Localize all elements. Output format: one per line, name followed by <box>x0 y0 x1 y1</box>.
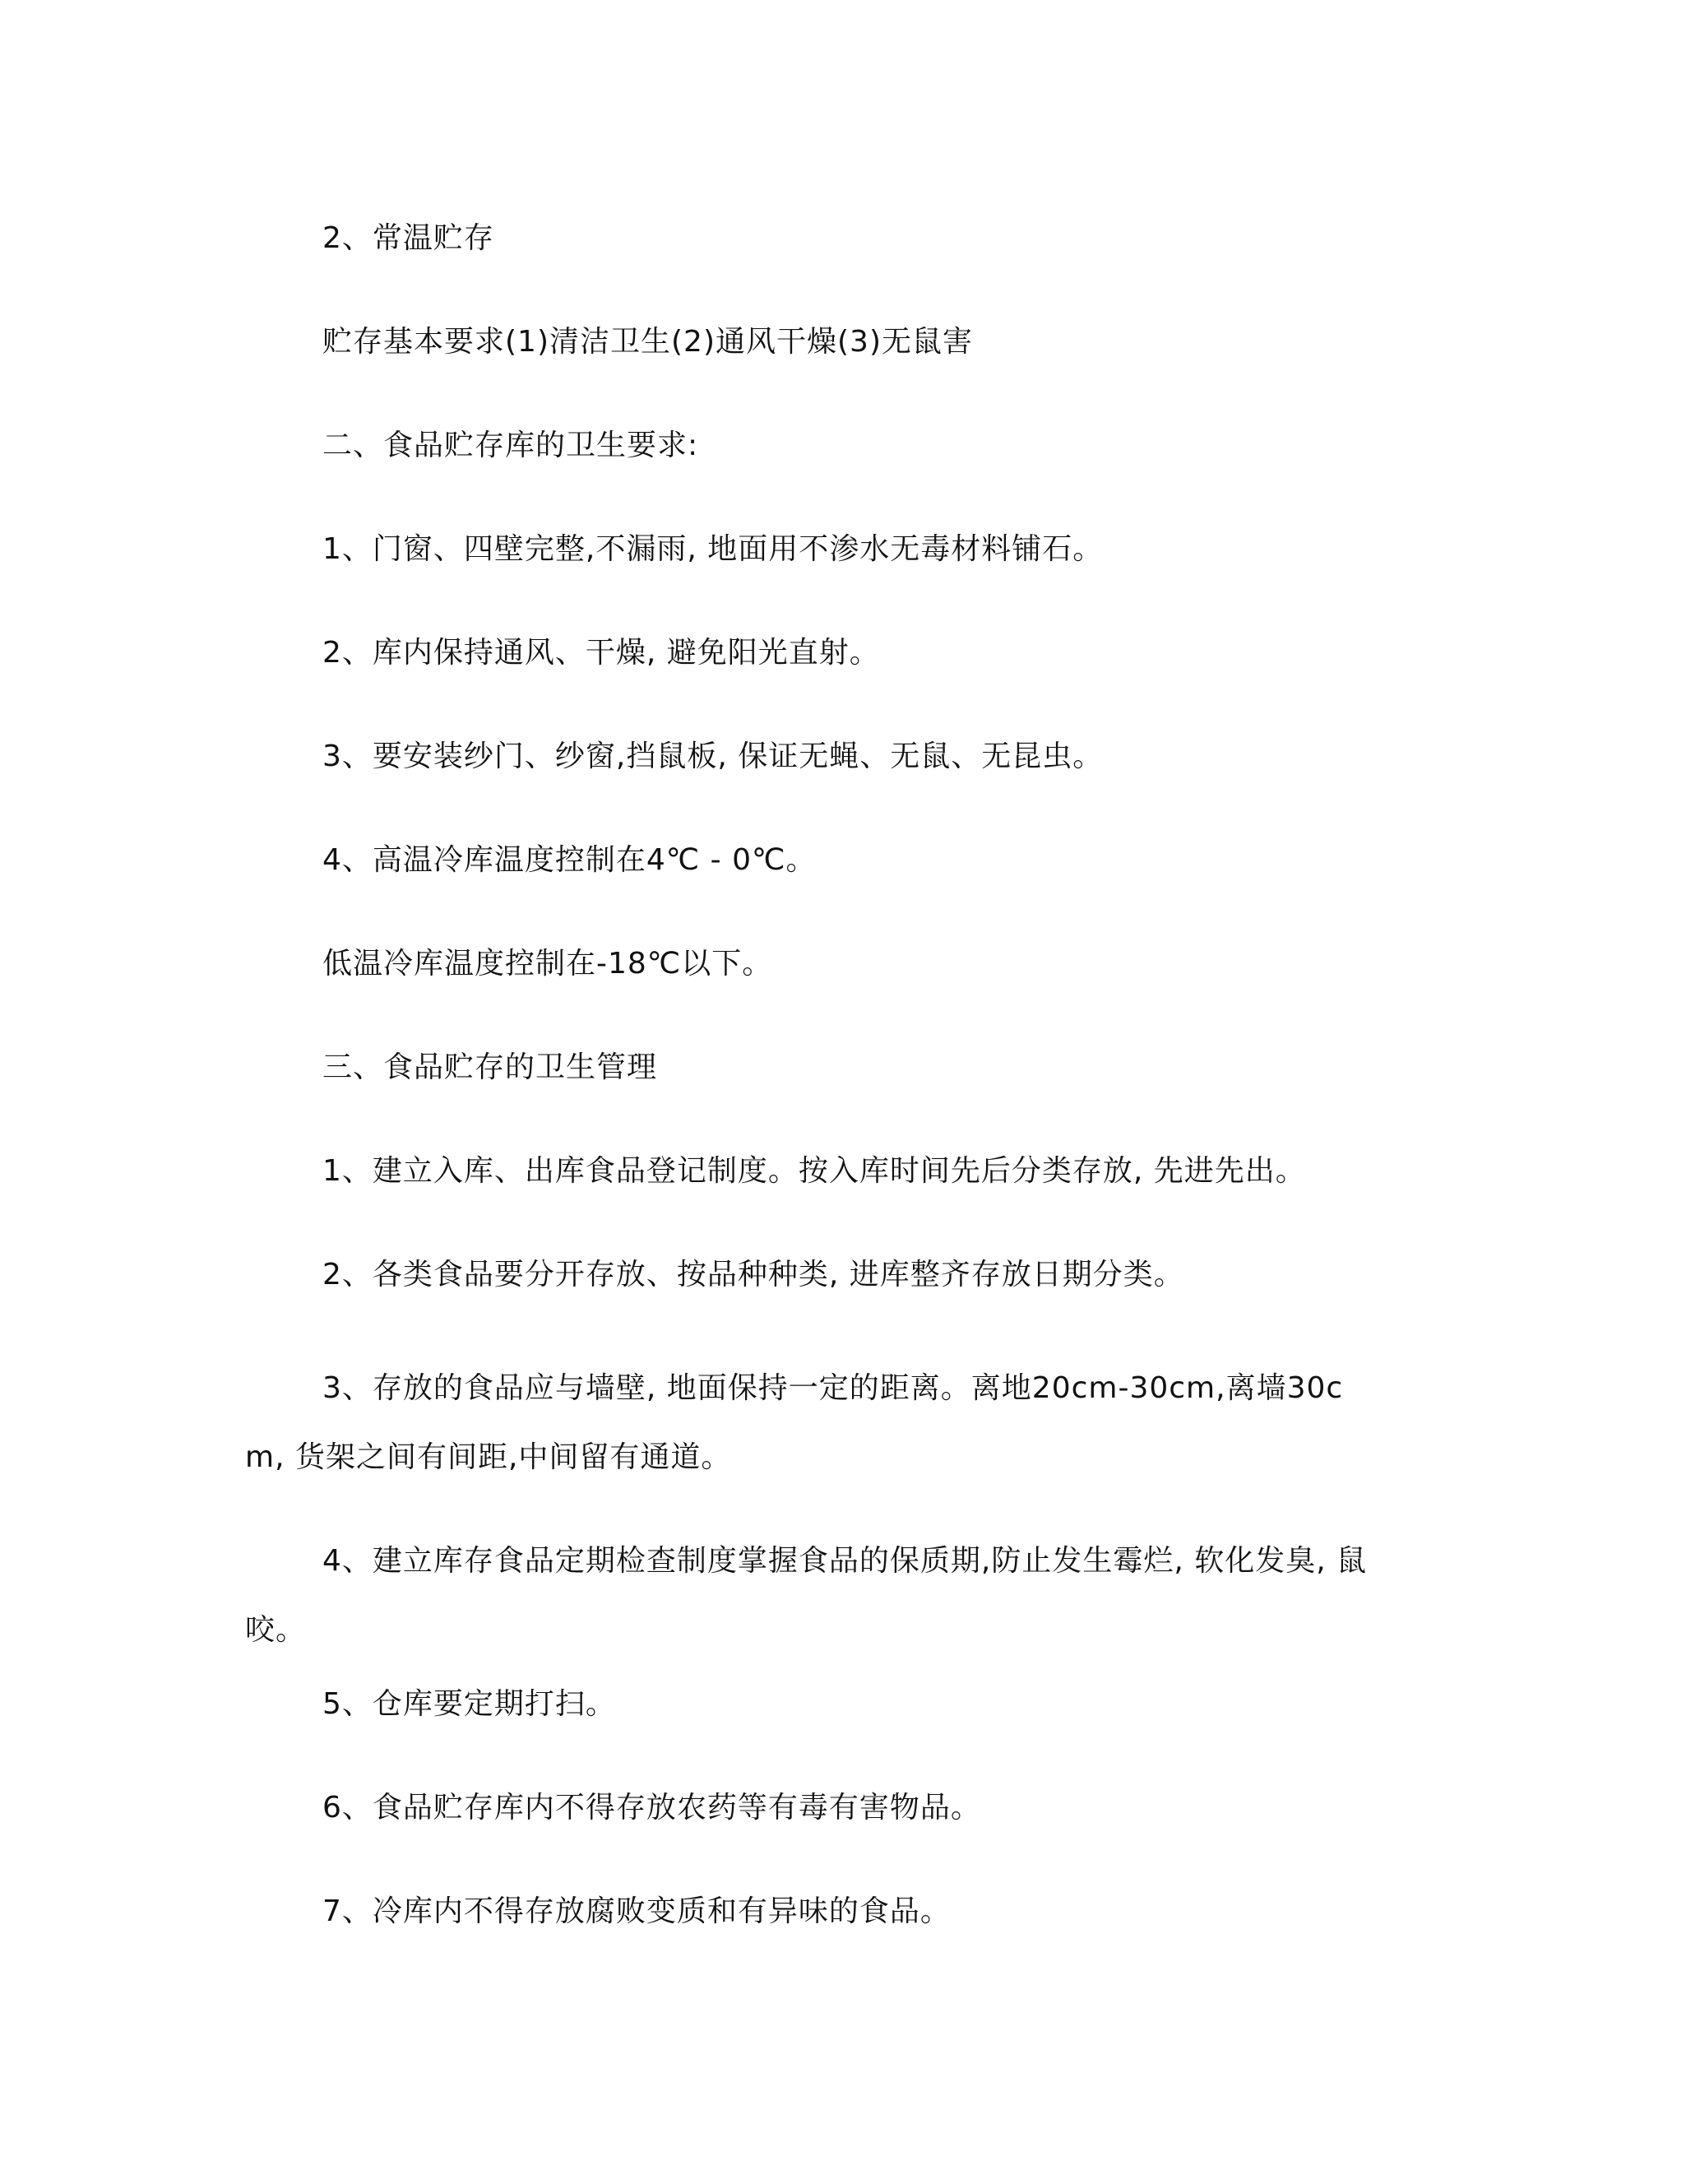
requirement-item-1: 1、门窗、四壁完整,不漏雨, 地面用不渗水无毒材料铺石。 <box>322 532 1104 566</box>
section-heading-storage-hygiene-requirements: 二、食品贮存库的卫生要求: <box>322 429 699 462</box>
storage-basic-requirements: 贮存基本要求(1)清洁卫生(2)通风干燥(3)无鼠害 <box>322 325 973 359</box>
management-item-3: 3、存放的食品应与墙壁, 地面保持一定的距离。离地20cm-30cm,离墙30cm, 货架之间有间距,中间留有通道。 <box>245 1371 1344 1474</box>
requirement-item-4-low-temp: 低温冷库温度控制在-18℃以下。 <box>322 947 773 981</box>
section-heading-room-temp-storage: 2、常温贮存 <box>322 221 494 255</box>
requirement-item-4: 4、高温冷库温度控制在4℃ - 0℃。 <box>322 843 817 877</box>
section-heading-storage-management: 三、食品贮存的卫生管理 <box>322 1050 658 1084</box>
management-item-7: 7、冷库内不得存放腐败变质和有异味的食品。 <box>322 1894 951 1928</box>
management-item-5: 5、仓库要定期打扫。 <box>322 1687 616 1721</box>
management-item-1: 1、建立入库、出库食品登记制度。按入库时间先后分类存放, 先进先出。 <box>322 1154 1306 1188</box>
requirement-item-3: 3、要安装纱门、纱窗,挡鼠板, 保证无蝇、无鼠、无昆虫。 <box>322 740 1104 773</box>
management-item-6: 6、食品贮存库内不得存放农药等有毒有害物品。 <box>322 1791 981 1825</box>
requirement-item-2: 2、库内保持通风、干燥, 避免阳光直射。 <box>322 636 880 670</box>
management-item-4: 4、建立库存食品定期检查制度掌握食品的保质期,防止发生霉烂, 软化发臭, 鼠咬。 <box>245 1544 1368 1647</box>
management-item-2: 2、各类食品要分开存放、按品种种类, 进库整齐存放日期分类。 <box>322 1258 1184 1291</box>
